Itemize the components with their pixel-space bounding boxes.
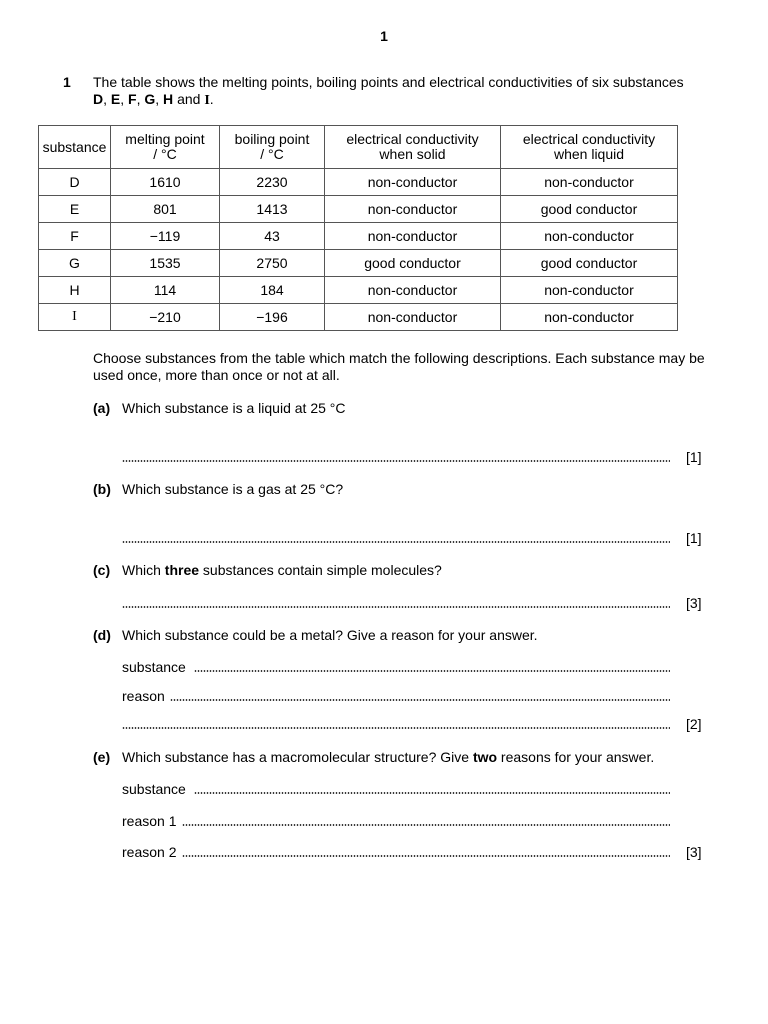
part-a-label: (a) bbox=[93, 400, 111, 416]
d-substance-label: substance bbox=[122, 659, 186, 675]
part-d-label: (d) bbox=[93, 627, 111, 643]
part-e-label: (e) bbox=[93, 749, 111, 765]
and-word: and bbox=[177, 91, 201, 107]
mark-b: [1] bbox=[686, 530, 702, 546]
table-row bbox=[39, 304, 678, 331]
cell-liquid: non-conductor bbox=[501, 169, 678, 196]
cell-melting: 801 bbox=[111, 196, 220, 223]
table-row bbox=[39, 196, 678, 223]
cell-solid: non-conductor bbox=[325, 196, 501, 223]
cell-boiling: 1413 bbox=[220, 196, 325, 223]
cell-solid: non-conductor bbox=[325, 277, 501, 304]
table-row bbox=[39, 223, 678, 250]
substance-f: F bbox=[128, 91, 137, 107]
substance-g: G bbox=[144, 91, 156, 107]
substance-h: H bbox=[163, 91, 174, 107]
question-number: 1 bbox=[63, 74, 71, 90]
cell-boiling: 43 bbox=[220, 223, 325, 250]
header-boiling-point: boiling point / °C bbox=[220, 126, 325, 169]
part-d-question: Which substance could be a metal? Give a reason for your answer. bbox=[122, 627, 538, 643]
cell-substance: D bbox=[39, 169, 111, 196]
part-a-question: Which substance is a liquid at 25 °C bbox=[122, 400, 346, 416]
answer-line-a[interactable] bbox=[122, 460, 670, 462]
cell-boiling: 2230 bbox=[220, 169, 325, 196]
substance-e: E bbox=[110, 91, 121, 107]
part-e-question: Which substance has a macromolecular structure? Give two reasons for your answer. bbox=[122, 749, 655, 765]
part-b-question: Which substance is a gas at 25 °C? bbox=[122, 481, 344, 497]
cell-liquid: good conductor bbox=[501, 250, 678, 277]
e-substance-label: substance bbox=[122, 781, 186, 797]
answer-line-c[interactable] bbox=[122, 606, 670, 608]
d-reason-label: reason bbox=[122, 688, 165, 704]
cell-melting: 1610 bbox=[111, 169, 220, 196]
cell-boiling: 2750 bbox=[220, 250, 325, 277]
cell-substance: I bbox=[39, 304, 111, 331]
page-number: 1 bbox=[380, 28, 388, 44]
header-conductivity-liquid: electrical conductivity when liquid bbox=[501, 126, 678, 169]
table-row bbox=[39, 169, 678, 196]
cell-substance: F bbox=[39, 223, 111, 250]
answer-line-b[interactable] bbox=[122, 541, 670, 543]
e-reason2-label: reason 2 bbox=[122, 844, 177, 860]
substance-d: D bbox=[93, 91, 104, 107]
header-melting-point: melting point / °C bbox=[111, 126, 220, 169]
mark-e: [3] bbox=[686, 844, 702, 860]
substance-i: I bbox=[204, 93, 210, 108]
cell-melting: 114 bbox=[111, 277, 220, 304]
answer-line-e-substance[interactable] bbox=[194, 792, 670, 794]
answer-line-e-reason1[interactable] bbox=[182, 824, 670, 826]
cell-liquid: non-conductor bbox=[501, 223, 678, 250]
cell-liquid: non-conductor bbox=[501, 304, 678, 331]
header-conductivity-solid: electrical conductivity when solid bbox=[325, 126, 501, 169]
table-row bbox=[39, 250, 678, 277]
answer-line-d-reason[interactable] bbox=[170, 699, 670, 701]
cell-substance: G bbox=[39, 250, 111, 277]
answer-line-d-reason-cont[interactable] bbox=[122, 727, 670, 729]
table-row bbox=[39, 277, 678, 304]
cell-solid: good conductor bbox=[325, 250, 501, 277]
instructions: Choose substances from the table which match the following descriptions. Each substance may be used once, more than once or not at all. bbox=[93, 350, 705, 383]
cell-boiling: −196 bbox=[220, 304, 325, 331]
answer-line-e-reason2[interactable] bbox=[182, 855, 670, 857]
mark-a: [1] bbox=[686, 449, 702, 465]
e-reason1-label: reason 1 bbox=[122, 813, 177, 829]
cell-liquid: non-conductor bbox=[501, 277, 678, 304]
cell-substance: H bbox=[39, 277, 111, 304]
answer-line-d-substance[interactable] bbox=[194, 670, 670, 672]
cell-solid: non-conductor bbox=[325, 223, 501, 250]
cell-solid: non-conductor bbox=[325, 304, 501, 331]
cell-liquid: good conductor bbox=[501, 196, 678, 223]
intro-text: The table shows the melting points, boiling points and electrical conductivities of six substances bbox=[93, 74, 684, 90]
header-substance: substance bbox=[39, 126, 111, 169]
part-c-label: (c) bbox=[93, 562, 111, 578]
mark-c: [3] bbox=[686, 595, 702, 611]
cell-boiling: 184 bbox=[220, 277, 325, 304]
question-intro: The table shows the melting points, boiling points and electrical conductivities of six substances D, E, F, G, H and I. bbox=[93, 74, 684, 108]
cell-melting: 1535 bbox=[111, 250, 220, 277]
cell-substance: E bbox=[39, 196, 111, 223]
substance-table bbox=[38, 125, 678, 331]
cell-solid: non-conductor bbox=[325, 169, 501, 196]
part-b-label: (b) bbox=[93, 481, 111, 497]
cell-melting: −210 bbox=[111, 304, 220, 331]
table-header-row bbox=[39, 126, 678, 169]
part-c-question: Which three substances contain simple molecules? bbox=[122, 562, 442, 578]
mark-d: [2] bbox=[686, 716, 702, 732]
cell-melting: −119 bbox=[111, 223, 220, 250]
